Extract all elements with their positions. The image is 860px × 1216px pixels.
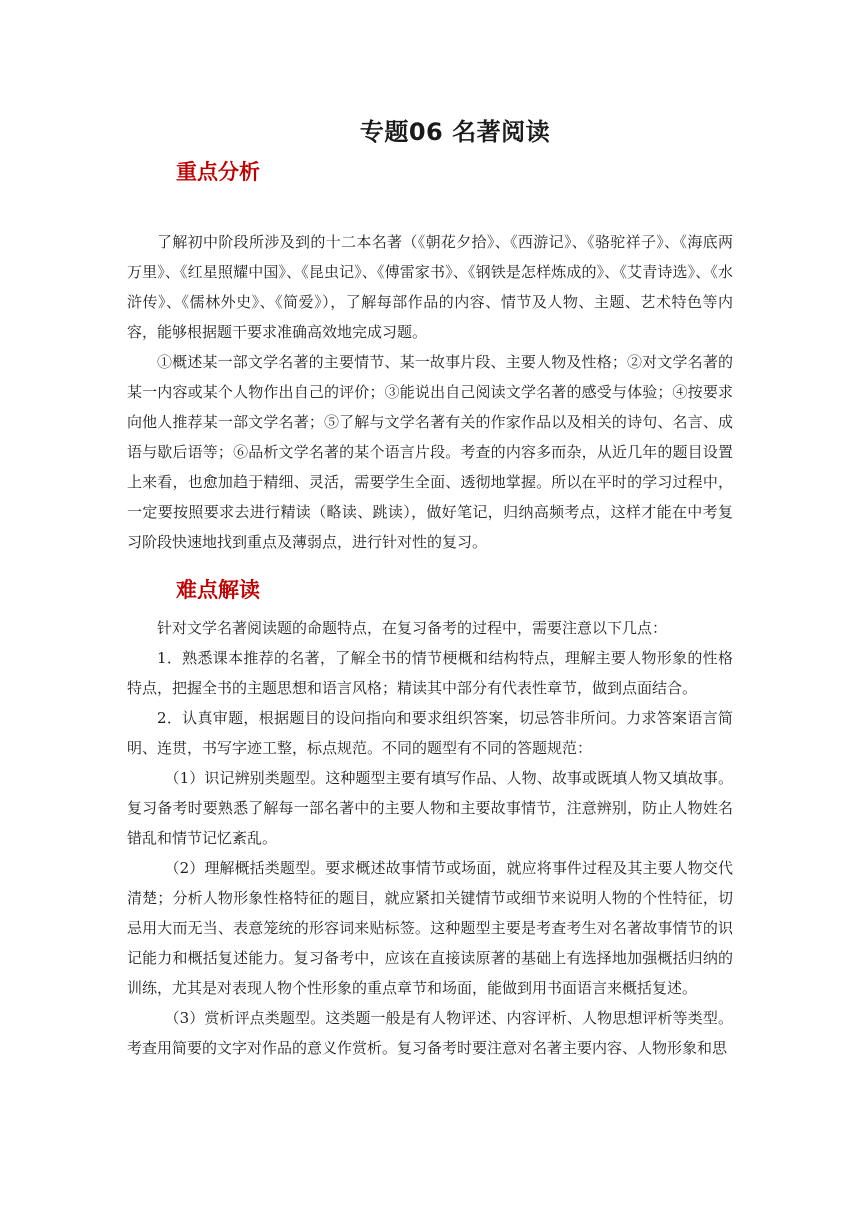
section-body-difficulty-reading: [127, 613, 733, 1063]
paragraph: （3）赏析评点类题型。这类题一般是有人物评述、内容评析、人物思想评析等类型。考查用简要的文字对作品的意义作赏析。复习备考时要注意对名著主要内容、人物形象和思: [127, 1009, 733, 1057]
paragraph: 了解初中阶段所涉及到的十二本名著（《朝花夕拾》、《西游记》、《骆驼祥子》、《海底两万里》、《红星照耀中国》、《昆虫记》、《傅雷家书》、《钢铁是怎样炼成的》、《艾青诗选》、《水浒传》、《儒林外史》、《简爱》），了解每部作品的内容、情节及人物、主题、艺术特色等内容，能够根据题干要求准确高效地完成习题。: [127, 233, 733, 341]
section-heading-difficulty-reading: 难点解读: [176, 578, 260, 602]
document-title: 专题06 名著阅读: [359, 118, 551, 146]
section-heading-key-analysis: 重点分析: [176, 160, 260, 184]
paragraph: ①概述某一部文学名著的主要情节、某一故事片段、主要人物及性格；②对文学名著的某一内容或某个人物作出自己的评价；③能说出自己阅读文学名著的感受与体验；④按要求向他人推荐某一部文学名著；⑤了解与文学名著有关的作家作品以及相关的诗句、名言、成语与歇后语等；⑥品析文学名著的某个语言片段。考查的内容多而杂，从近几年的题目设置上来看，也愈加趋于精细、灵活，需要学生全面、透彻地掌握。所以在平时的学习过程中，一定要按照要求去进行精读（略读、跳读），做好笔记，归纳高频考点，这样才能在中考复习阶段快速地找到重点及薄弱点，进行针对性的复习。: [127, 353, 733, 551]
paragraph: （2）理解概括类题型。要求概述故事情节或场面，就应将事件过程及其主要人物交代清楚；分析人物形象性格特征的题目，就应紧扣关键情节或细节来说明人物的个性特征，切忌用大而无当、表意笼统的形容词来贴标签。这种题型主要是考查考生对名著故事情节的识记能力和概括复述能力。复习备考中，应该在直接读原著的基础上有选择地加强概括归纳的训练，尤其是对表现人物个性形象的重点章节和场面，能做到用书面语言来概括复述。: [127, 859, 733, 997]
paragraph: （1）识记辨别类题型。这种题型主要有填写作品、人物、故事或既填人物又填故事。复习备考时要熟悉了解每一部名著中的主要人物和主要故事情节，注意辨别，防止人物姓名错乱和情节记忆紊乱。: [127, 769, 733, 847]
paragraph: 针对文学名著阅读题的命题特点，在复习备考的过程中，需要注意以下几点：: [157, 619, 668, 637]
paragraph: 2．认真审题，根据题目的设问指向和要求组织答案，切忌答非所问。力求答案语言简明、连贯，书写字迹工整，标点规范。不同的题型有不同的答题规范：: [127, 709, 733, 757]
paragraph: 1．熟悉课本推荐的名著，了解全书的情节梗概和结构特点，理解主要人物形象的性格特点，把握全书的主题思想和语言风格；精读其中部分有代表性章节，做到点面结合。: [127, 649, 733, 697]
section-body-key-analysis: [127, 227, 733, 557]
